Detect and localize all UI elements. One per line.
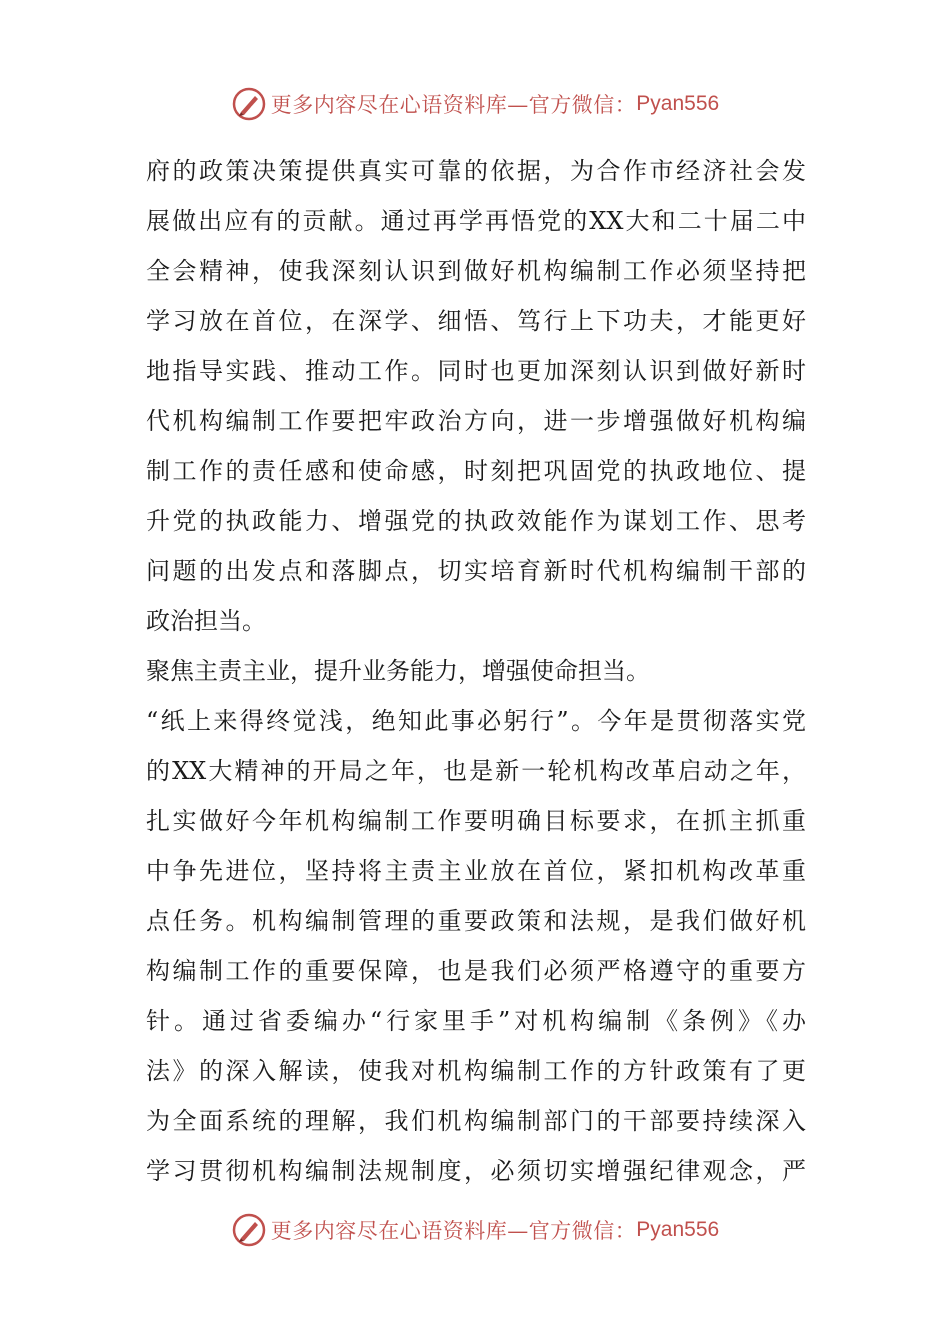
banner-text: 更多内容尽在心语资料库—官方微信：: [270, 93, 637, 117]
body-line: 针。通过省委编办“行家里手”对机构编制《条例》《办: [146, 1007, 806, 1035]
body-line: 全会精神，使我深刻认识到做好机构编制工作必须坚持把: [146, 257, 806, 285]
body-line: 构编制工作的重要保障，也是我们必须严格遵守的重要方: [146, 957, 806, 985]
pen-logo-icon: [231, 1212, 267, 1248]
pen-logo-icon: [231, 86, 267, 122]
body-line: 中争先进位，坚持将主责主业放在首位，紧扣机构改革重: [146, 857, 806, 885]
body-line: 学习放在首位，在深学、细悟、笃行上下功夫，才能更好: [146, 307, 806, 335]
body-line: 的XX大精神的开局之年，也是新一轮机构改革启动之年，: [146, 757, 806, 785]
body-line: 法》的深入解读，使我对机构编制工作的方针政策有了更: [146, 1057, 806, 1085]
banner-wechat-handle: Pyan556: [636, 92, 720, 115]
body-line: 为全面系统的理解，我们机构编制部门的干部要持续深入: [146, 1107, 806, 1135]
body-line: 府的政策决策提供真实可靠的依据，为合作市经济社会发: [146, 157, 806, 185]
body-line: “纸上来得终觉浅，绝知此事必躬行”。今年是贯彻落实党: [146, 707, 806, 735]
body-line: 代机构编制工作要把牢政治方向，进一步增强做好机构编: [146, 407, 806, 435]
body-line: 学习贯彻机构编制法规制度，必须切实增强纪律观念，严: [146, 1157, 806, 1185]
body-line: 地指导实践、推动工作。同时也更加深刻认识到做好新时: [146, 357, 806, 385]
body-line: 升党的执政能力、增强党的执政效能作为谋划工作、思考: [146, 507, 806, 535]
header-banner: [0, 82, 950, 126]
body-line: 点任务。机构编制管理的重要政策和法规，是我们做好机: [146, 907, 806, 935]
footer-banner: [0, 1208, 950, 1252]
body-line: 政治担当。: [146, 607, 266, 635]
body-line: 扎实做好今年机构编制工作要明确目标要求，在抓主抓重: [146, 807, 806, 835]
document-body: [146, 146, 806, 1196]
body-line: 问题的出发点和落脚点，切实培育新时代机构编制干部的: [146, 557, 806, 585]
body-line: 制工作的责任感和使命感，时刻把巩固党的执政地位、提: [146, 457, 806, 485]
banner-wechat-handle: Pyan556: [636, 1218, 720, 1241]
body-line: 展做出应有的贡献。通过再学再悟党的XX大和二十届二中: [146, 207, 806, 235]
section-heading: 聚焦主责主业，提升业务能力，增强使命担当。: [146, 657, 650, 685]
banner-text: 更多内容尽在心语资料库—官方微信：: [270, 1219, 637, 1243]
